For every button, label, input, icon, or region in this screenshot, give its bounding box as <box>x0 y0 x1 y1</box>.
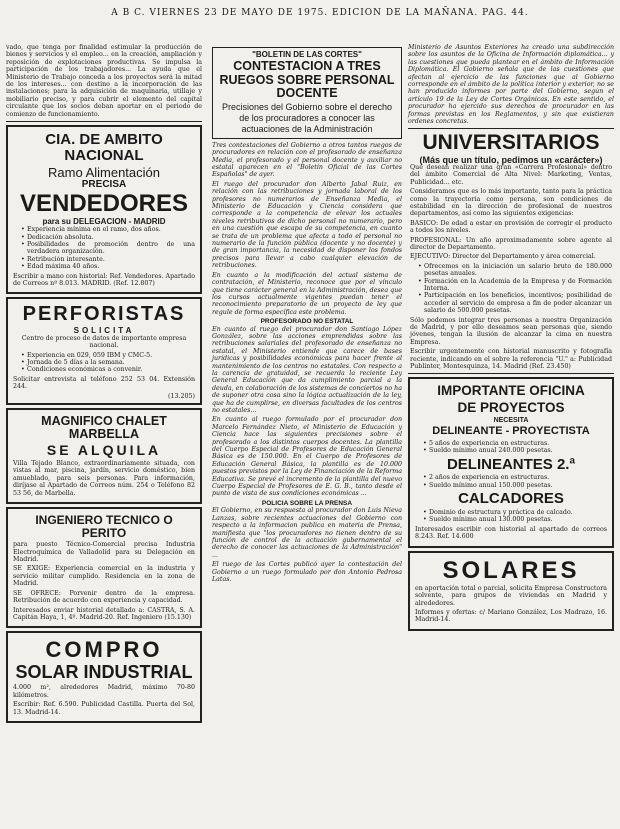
list-item: • Posibilidades de promoción dentro de una verdadera organización. <box>21 241 195 256</box>
ad-solares-headline: SOLARES <box>442 556 580 584</box>
ad-oficina-necesita: NECESITA <box>493 416 529 424</box>
ad-ingeniero-headline: INGENIERO TECNICO O PERITO <box>35 513 173 540</box>
ad-perforistas-contact: Solicitar entrevista al teléfono 252 53 04. Extensión 244. <box>13 375 195 391</box>
ad-universitarios-ejecutivo: EJECUTIVO: Director del Departamento y área comercial. <box>410 253 596 261</box>
article-continuation: vado, que tenga por finalidad estimular la producción de bienes y servicios y el empleo... en la creación, ampliación y reposición de explotaciones productivas. Se impulsa la participación de los trabajadores... La ayuda que el Ministerio de Trabajo conceda a los proyectos será la mitad de los intereses... con destino a la incorporación de las instalaciones; para la adquisición de maquinaria, utillaje y mobiliario preciso, y para cubrir el elemento del capital circulante que los socios deban aportar en el periodo de comienzo de funcionamiento. <box>6 44 202 118</box>
ad-universitarios-list <box>418 263 612 315</box>
list-item: • Formación en la Academia de la Empresa y de Formación Interna. <box>418 278 612 293</box>
list-item: • Participación en los beneficios, incentivos; posibilidad de acceder al servicio de empresa a fin de poder alcanzar un salario de 500.000 pesetas. <box>418 292 612 314</box>
article-paragraph: En cuanto al ruego del procurador don Santiago López González, sobre las acciones emprendidas sobre las retribuciones salariales del profesorado de enseñanza no estatal, el Ministerio entiende que carece de bases jurídicas y posibilidades económicas para hacer frente al mantenimiento de los centros no estatales. Con respecto a la carencia de gratuidad, se recuerda la reciente Ley General Educación que da cumplimiento parcial a la deuda, en colaboración de los sistemas de conciertos no ha de suponer otra cosa sino la lógica actualización de la ley, que ha de cumplirse, en diversas facultades de los centros no estatales... <box>212 325 402 414</box>
ad-solar-subtitle: SOLAR INDUSTRIAL <box>15 662 193 683</box>
ad-oficina-list-3 <box>423 509 607 524</box>
ad-universitarios-p3: Sólo podemos integrar tres personas a nuestra Organización de Madrid, y por ello deseamos sean personas que, siendo jóvenes, tengan la ilusión de alcanzar la cima en nuestra Empresa. <box>410 316 612 346</box>
column-left <box>6 44 202 726</box>
list-item: • Retribución interesante. <box>21 256 195 263</box>
ad-universitarios-p1: Que desean realizar una gran «Carrera Profesional» dentro del ámbito Comercial de Alta Nivel: Marketing, Ventas, Publicidad... etc. <box>410 163 612 186</box>
list-item: • Edad máxima 40 años. <box>21 263 195 270</box>
ad-oficina-title: IMPORTANTE OFICINA <box>437 383 585 399</box>
list-item: • Jornada de 5 días a la semana. <box>21 359 195 366</box>
ad-perforistas-headline: PERFORISTAS <box>22 303 186 326</box>
ad-oficina-proyectos <box>408 377 614 547</box>
list-item: • 5 años de experiencia en estructuras. <box>423 440 607 447</box>
ad-oficina-subtitle: DE PROYECTOS <box>457 399 565 415</box>
ad-vendedores-location: para su DELEGACION - MADRID <box>42 216 166 226</box>
article-paragraph: El Gobierno, en su respuesta al procurador don Luis Nieva Lanzas, sobre recientes actuaciones del Gobierno con respecto a la informacion publica en materia de Prensa, manifiesta que "los procuradores no tienen dentro de su función de control de la actuación gubernamental el derecho de conocer las actuaciones de la Administración" ... <box>212 507 402 559</box>
article-paragraph: En cuanto a la modificación del actual sistema de contratación, el Ministerio, reconoce que por el vínculo que tiene carácter general en la Administración, desea que los cursos actualmente vigentes puedan tener el reconocimiento preparatorio de un proyecto de ley que regule de forma específica este problema. <box>212 271 402 316</box>
ad-perforistas-solicita: SOLICITA <box>73 326 135 336</box>
page-header: A B C. VIERNES 23 DE MAYO DE 1975. EDICION DE LA MAÑANA. PAG. 44. <box>111 8 529 18</box>
list-item: • Experiencia mínima en el ramo, dos años. <box>21 226 195 233</box>
ad-solar-title: COMPRO <box>45 637 163 663</box>
ad-oficina-position-1: DELINEANTE - PROYECTISTA <box>432 425 590 438</box>
ad-universitarios-headline: UNIVERSITARIOS <box>422 131 600 155</box>
ad-universitarios-p2: Consideramos que es lo más importante, tanto para la práctica como la trayectoria como persona, son condiciones de estabilidad en la dirección de profesional de nuestros departamentos, así como las siguientes exigencias: <box>410 188 612 218</box>
ad-vendedores-list <box>21 226 195 270</box>
ad-ingeniero <box>6 507 202 628</box>
list-item: • Ofrecemos en la iniciación un salario bruto de 180.000 pesetas anuales. <box>418 263 612 278</box>
list-item: • Dedicación absoluta. <box>21 234 195 241</box>
ad-vendedores-title: CIA. DE AMBITO NACIONAL <box>45 131 163 164</box>
list-item: • Sueldo mínimo anual 240.000 pesetas. <box>423 447 607 454</box>
ad-chalet-title: MAGNIFICO CHALET MARBELLA <box>41 414 167 442</box>
list-item: • Condiciones económicas a convenir. <box>21 366 195 373</box>
ad-solar-body: 4.000 m², alrededores Madrid, máximo 70-80 kilómetros. <box>13 684 195 699</box>
list-item: • 2 años de experiencia en estructuras. <box>423 474 607 481</box>
ad-perforistas-lead: Centro de proceso de datos de importante empresa nacional. <box>21 334 187 350</box>
ad-oficina-position-2: DELINEANTES 2.ª <box>446 455 576 473</box>
ad-ingeniero-requirements: SE EXIGE: Experiencia comercial en la industria y servicio militar cumplido. Residencia en la zona de Madrid. <box>13 565 195 588</box>
article-subhead: PROFESORADO NO ESTATAL <box>260 318 354 326</box>
ad-chalet <box>6 408 202 504</box>
ad-oficina-list-1 <box>423 440 607 455</box>
column-right <box>408 44 614 634</box>
ad-perforistas-list <box>21 352 195 374</box>
divider <box>6 121 202 122</box>
article-deck: Precisiones del Gobierno sobre el derecho de los procuradores a conocer las actuaciones de la Administración <box>221 101 393 134</box>
article-kicker: "BOLETIN DE LAS CORTES" <box>252 50 362 59</box>
ad-vendedores <box>6 125 202 294</box>
ad-solares-body: en aportación total o parcial, solicita Empresa Constructora solvente, para grupos de viviendas en Madrid y alrededores. <box>415 584 607 607</box>
list-item: • Sueldo mínimo anual 150.000 pesetas. <box>423 482 607 489</box>
ad-vendedores-subtitle: Ramo Alimentación <box>48 164 160 180</box>
ad-vendedores-precisa: PRECISA <box>81 179 127 191</box>
ad-oficina-list-2 <box>423 474 607 489</box>
ad-universitarios-tag: (Más que un título, pedimos un «carácter») <box>419 154 603 165</box>
divider <box>408 128 614 129</box>
ad-universitarios-profesional: PROFESIONAL: Un año aproximadamente sobre agente al director de Departamento. <box>410 236 612 251</box>
ad-universitarios-basico: BASICO: De edad a estar en provisión de corregir el producto a todos los niveles. <box>410 219 612 235</box>
ad-oficina-contact: Interesados escribir con historial al apartado de correos 8.243. Ref. 14.600 <box>415 525 607 541</box>
ad-solares <box>408 551 614 631</box>
ad-chalet-subtitle: SE ALQUILA <box>46 442 162 459</box>
ad-chalet-body: Villa Tejado Blanco, extraordinariamente situada, con vistas al mar, piscina, jardín, servicio doméstico, bien amueblado, para seis personas. Para información, diríjase al Apartado de Correos núm. 254 o Teléfono 82 53 56, de Marbella. <box>13 460 195 497</box>
ad-vendedores-headline: VENDEDORES <box>19 189 189 217</box>
article-continuation: Ministerio de Asuntos Exteriores ha creado una subdirección sobre los asuntos de la Oficina de Información diplomática... y las cuestiones que pueda plantear en el ámbito de Información Diplomática. El Gobierno señala que de las cuestiones que afectan al ejercicio de las funciones que al Gobierno corresponde en el ámbito de la política interior y exterior, no se han producido informes por parte del Gobierno, según el artículo 19 de la Ley de Cortes Orgánicas. En este sentido, el procurador ha ejercido sus derechos de procurador en las formas previstas en los Reglamentos, y sin que existieran ordenes concretas. <box>408 44 614 126</box>
article-headline-box <box>212 47 402 139</box>
column-center <box>212 44 402 585</box>
ad-ingeniero-lead: para puesto Técnico-Comercial precisa Industria Electroquímica de Valladolid para su Delegación en Madrid. <box>13 541 195 564</box>
list-item: • Sueldo mínimo anual 130.000 pesetas. <box>423 516 607 523</box>
ad-vendedores-contact: Escribir a mano con historial: Ref. Vendedores. Apartado de Correos nº 8.013. MADRID. (Ref. 12.807) <box>13 272 196 288</box>
ad-universitarios-contact: Escribir urgentemente con historial manuscrito y fotografía reciente, indicando en el sobre la referencia "U." a: Publicidad Publinter, Montesquinza, 14. Madrid (Ref. 23.450) <box>410 348 612 371</box>
ad-ingeniero-contact: Interesados enviar historial detallado a: CASTRA, S. A. Capitán Haya, 1, 4º. Madrid-20. Ref. Ingeniero (15.130) <box>13 606 195 621</box>
ad-oficina-position-3: CALCADORES <box>458 490 564 508</box>
article-paragraph: El ruego del procurador don Alberto Jabal Ruiz, en relación con las retribuciones y jornada laboral de los profesores no numerarios de Enseñanza Media, el Ministerio de Educación y Ciencia considera que corresponde a la competencia de elevar los actuales niveles retributivos de dicho personal no numerario, pero en una cuestión que escapa de su competencia, en cuanto se trata de un problema que afecta a todo el personal no numerario de la función pública (docente y no docente) y de gran importancia, la necesidad de disponer los fondos precisos para llevar a cabo cualquier elevación de retribuciones. <box>212 180 402 270</box>
divider <box>408 373 614 374</box>
ad-solar-industrial <box>6 631 202 723</box>
article-paragraph: En cuanto al ruego formulado por el procurador don Marcelo Fernández Nieto, el Ministerio de Educación y Ciencia hace las siguientes precisiones sobre el profesorado a los distintos cuerpos docentes. La plantilla del Cuerpo Especial de Profesores de Educación General Básica es de 150.000. En el Cuerpo de Profesores de Educación General Básica, la plantilla es de 10.000 puestos previstos por la Ley de Financiación de la Reforma Educativa. Se prevé el incremento de la plantilla del nuevo Cuerpo Especial de Profesores de E. G. B., tanto desde el punto de vista de sus condiciones económicas ... <box>212 416 402 498</box>
ad-perforistas-ref: (13.205) <box>168 392 195 400</box>
ad-solar-contact: Escribir: Ref. 6.590. Publicidad Castilla. Puerta del Sol, 13. Madrid-14. <box>13 701 195 716</box>
ad-perforistas <box>6 297 202 405</box>
list-item: • Dominio de estructura y práctica de calcado. <box>423 509 607 516</box>
ad-ingeniero-offer: SE OFRECE: Porvenir dentro de la empresa. Retribución de acuerdo con experiencia y capacidad. <box>13 589 195 605</box>
list-item: • Experiencia en 029, 059 IBM y CMC-5. <box>21 352 195 359</box>
article-headline: CONTESTACION A TRES RUEGOS SOBRE PERSONAL DOCENTE <box>219 59 395 100</box>
article-subhead: POLICIA SOBRE LA PRENSA <box>261 499 353 507</box>
article-paragraph: Tres contestaciones del Gobierno a otros tantos ruegos de procuradores en relación con el profesorado de enseñanza Media, el profesorado y el personal docente y auxiliar no estatal aparecen en el "Boletín Oficial de las Cortes Españolas" de ayer. <box>212 141 402 179</box>
ad-solares-contact: Informes y ofertas: c/ Mariano González, Los Madrazo, 16. Madrid-14. <box>415 608 607 624</box>
ad-universitarios <box>408 132 614 370</box>
article-paragraph: El ruego de las Cortes publicó ayer la contestación del Gobierno a un ruego formulado por don Antonio Pedrosa Latas. <box>212 561 402 583</box>
